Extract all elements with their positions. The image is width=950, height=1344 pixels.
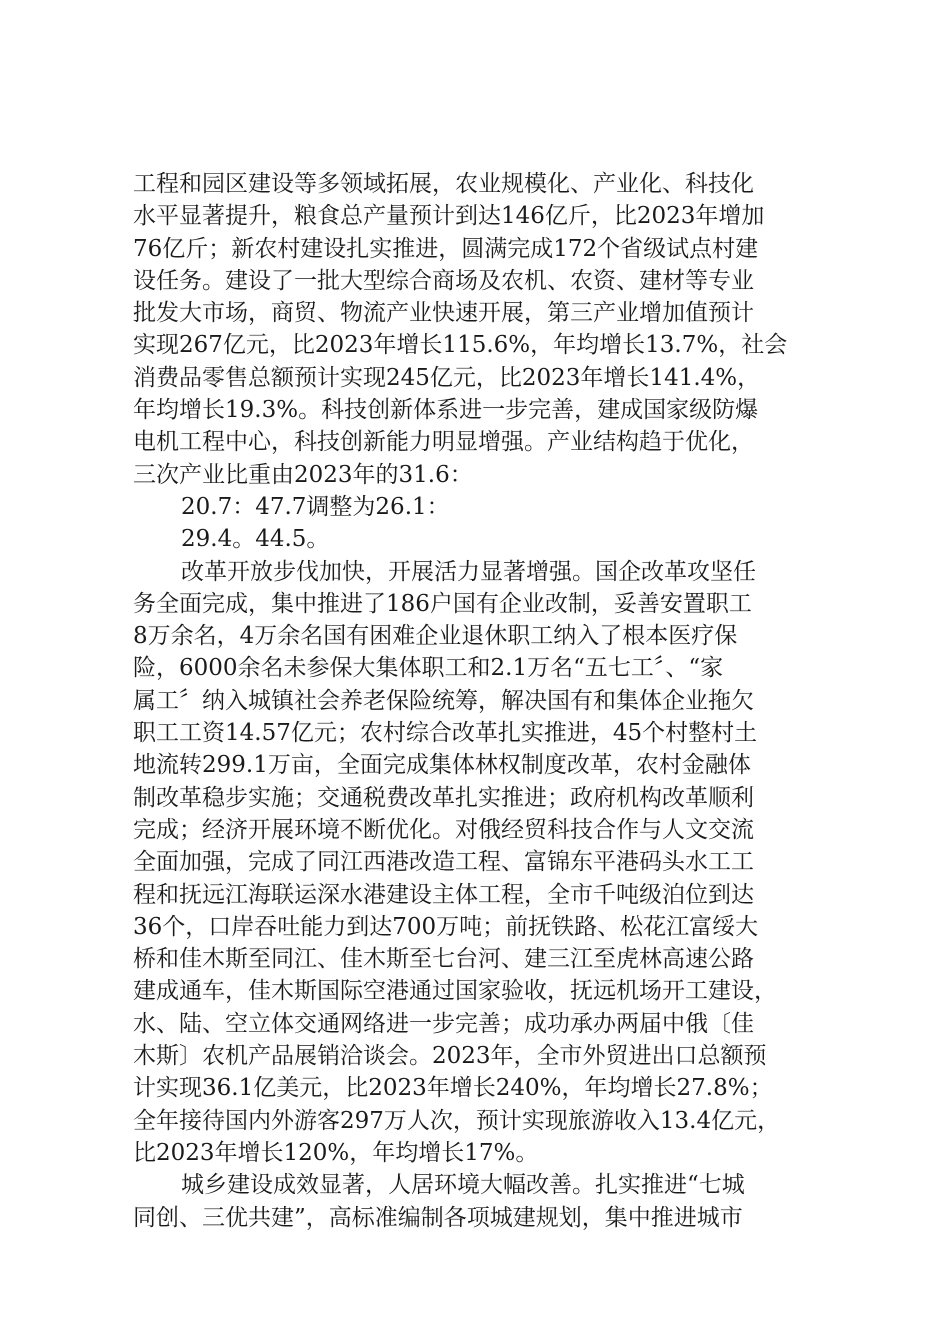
text-line: 建成通车，佳木斯国际空港通过国家验收，抚远机场开工建设， [133,978,777,1005]
text-line: 险，6000余名未参保大集体职工和2.1万名“五七工〞、“家 [133,655,724,682]
text-line: 实现267亿元，比2023年增长115.6%，年均增长13.7%，社会 [133,332,788,359]
text-line: 8万余名，4万余名国有困难企业退休职工纳入了根本医疗保 [133,623,738,650]
text-line: 木斯〕农机产品展销洽谈会。2023年，全市外贸进出口总额预 [133,1043,767,1070]
text-line: 年均增长19.3%。科技创新体系进一步完善，建成国家级防爆 [133,397,759,424]
text-line: 比2023年增长120%，年均增长17%。 [133,1139,539,1166]
text-line: 务全面完成，集中推进了186户国有企业改制，妥善安置职工 [133,590,752,617]
text-line: 29.4。44.5。 [181,526,330,553]
text-line: 职工工资14.57亿元；农村综合改革扎实推进，45个村整村土 [133,720,758,747]
text-line: 计实现36.1亿美元，比2023年增长240%，年均增长27.8%； [133,1075,773,1102]
text-line: 程和抚远江海联运深水港建设主体工程，全市千吨级泊位到达 [133,881,754,908]
text-line: 制改革稳步实施；交通税费改革扎实推进；政府机构改革顺利 [133,784,754,811]
paragraph-start-line: 城乡建设成效显著，人居环境大幅改善。扎实推进“七城 [181,1172,745,1199]
text-line: 设任务。建设了一批大型综合商场及农机、农资、建材等专业 [133,267,754,294]
text-line: 完成；经济开展环境不断优化。对俄经贸科技合作与人文交流 [133,816,754,843]
text-line: 76亿斤；新农村建设扎实推进，圆满完成172个省级试点村建 [133,235,759,262]
text-line: 桥和佳木斯至同江、佳木斯至七台河、建三江至虎林高速公路 [133,946,754,973]
text-line: 属工〞纳入城镇社会养老保险统筹，解决国有和集体企业拖欠 [133,687,754,714]
text-line: 水平显著提升，粮食总产量预计到达146亿斤，比2023年增加 [133,203,765,230]
text-line: 全面加强，完成了同江西港改造工程、富锦东平港码头水工工 [133,849,754,876]
text-line: 20.7：47.7调整为26.1： [181,493,450,520]
text-line: 水、陆、空立体交通网络进一步完善；成功承办两届中俄〔佳 [133,1010,754,1037]
text-line: 三次产业比重由2023年的31.6： [133,461,473,488]
body-text [133,168,833,1234]
text-line: 同创、三优共建”，高标准编制各项城建规划，集中推进城市 [133,1204,743,1231]
text-line: 批发大市场，商贸、物流产业快速开展，第三产业增加值预计 [133,300,754,327]
text-line: 消费品零售总额预计实现245亿元，比2023年增长141.4%， [133,364,761,391]
text-line: 地流转299.1万亩，全面完成集体林权制度改革，农村金融体 [133,752,751,779]
text-line: 36个，口岸吞吐能力到达700万吨；前抚铁路、松花江富绥大 [133,913,759,940]
text-line: 工程和园区建设等多领域拓展，农业规模化、产业化、科技化 [133,171,754,197]
text-line: 电机工程中心，科技创新能力明显增强。产业结构趋于优化， [133,429,754,456]
paragraph-start-line: 改革开放步伐加快，开展活力显著增强。国企改革攻坚任 [181,558,756,585]
text-line: 全年接待国内外游客297万人次，预计实现旅游收入13.4亿元， [133,1107,781,1134]
